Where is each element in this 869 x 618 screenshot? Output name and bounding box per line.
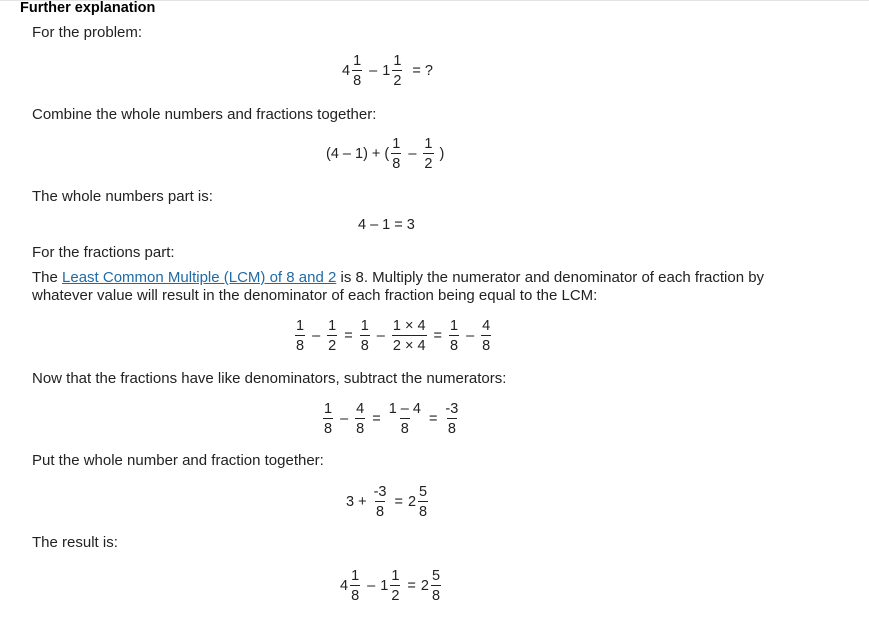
whole-number: 3 +	[346, 494, 367, 510]
equals-sign: =	[394, 494, 403, 510]
operator: –	[340, 411, 349, 427]
step-text-combine-result: Put the whole number and fraction together:	[32, 452, 324, 469]
equation-problem	[342, 53, 433, 89]
step-text-lcm	[32, 269, 772, 305]
equals-sign: =	[407, 578, 416, 594]
operator: –	[369, 63, 378, 79]
fraction: $\frac{1}{8}$	[296, 318, 305, 354]
whole-number: 1	[380, 578, 389, 594]
equals-sign: =	[372, 411, 381, 427]
section-heading: Further explanation	[20, 0, 156, 16]
equation-combine-result	[346, 484, 430, 520]
step-text-result: The result is:	[32, 534, 118, 551]
fraction: $\frac{5}{8}$	[419, 484, 428, 520]
equation-combine	[326, 136, 444, 172]
whole-number: 2	[420, 578, 429, 594]
step-text-whole-part: The whole numbers part is:	[32, 188, 213, 205]
equation-whole-part: 4 – 1 = 3	[358, 217, 415, 233]
grouping-right: )	[439, 146, 445, 162]
operator: –	[408, 146, 417, 162]
fraction: $\frac{1}{8}$	[351, 568, 360, 604]
operator: –	[376, 328, 385, 344]
fraction: $\frac{1}{8}$	[392, 136, 401, 172]
step-text-subtract: Now that the fractions have like denominators, subtract the numerators:	[32, 370, 507, 387]
equation-rhs: = ?	[412, 63, 433, 79]
fraction: $\frac{1 \times 4}{2 \times 4}$	[392, 318, 426, 354]
step-text-combine: Combine the whole numbers and fractions together:	[32, 106, 377, 123]
fraction: $\frac{5}{8}$	[431, 568, 441, 604]
equation-subtract	[321, 401, 461, 437]
operator: –	[367, 578, 376, 594]
whole-number: 4	[342, 63, 351, 79]
whole-number: 4	[340, 578, 349, 594]
operator: –	[312, 328, 321, 344]
lcm-text-suffix: is 8. Multiply the numerator and denominator of each fraction by whatever value will result in the denominator of each fraction being equal to the LCM:	[32, 269, 765, 304]
fraction: $\frac{1}{8}$	[449, 318, 459, 354]
fraction: $\frac{1}{2}$	[424, 136, 433, 172]
fraction: $\frac{1}{8}$	[353, 53, 362, 89]
whole-number: 2	[407, 494, 417, 510]
fraction: $\frac{1}{2}$	[393, 53, 402, 89]
equals-sign: =	[428, 411, 438, 427]
fraction: $\frac{-3}{8}$	[445, 401, 459, 437]
step-text-fractions-part: For the fractions part:	[32, 244, 175, 261]
lcm-link[interactable]: Least Common Multiple (LCM) of 8 and 2	[62, 269, 337, 286]
fraction: $\frac{1 - 4}{8}$	[388, 401, 421, 437]
fraction: $\frac{4}{8}$	[482, 318, 491, 354]
equation-lcm-conversion	[293, 318, 493, 354]
fraction: $\frac{1}{2}$	[328, 318, 337, 354]
equals-sign: =	[433, 328, 442, 344]
operator: –	[466, 328, 475, 344]
equation-final-result	[340, 568, 443, 604]
fraction: $\frac{1}{2}$	[391, 568, 400, 604]
step-text-problem: For the problem:	[32, 24, 143, 41]
grouping-left: (4 – 1) + (	[326, 146, 390, 162]
fraction: $\frac{-3}{8}$	[373, 484, 387, 520]
fraction: $\frac{1}{8}$	[324, 401, 333, 437]
whole-number: 1	[382, 63, 391, 79]
equals-sign: =	[344, 328, 353, 344]
fraction: $\frac{4}{8}$	[356, 401, 365, 437]
fraction: $\frac{1}{8}$	[360, 318, 369, 354]
lcm-text-prefix: The	[32, 269, 63, 286]
